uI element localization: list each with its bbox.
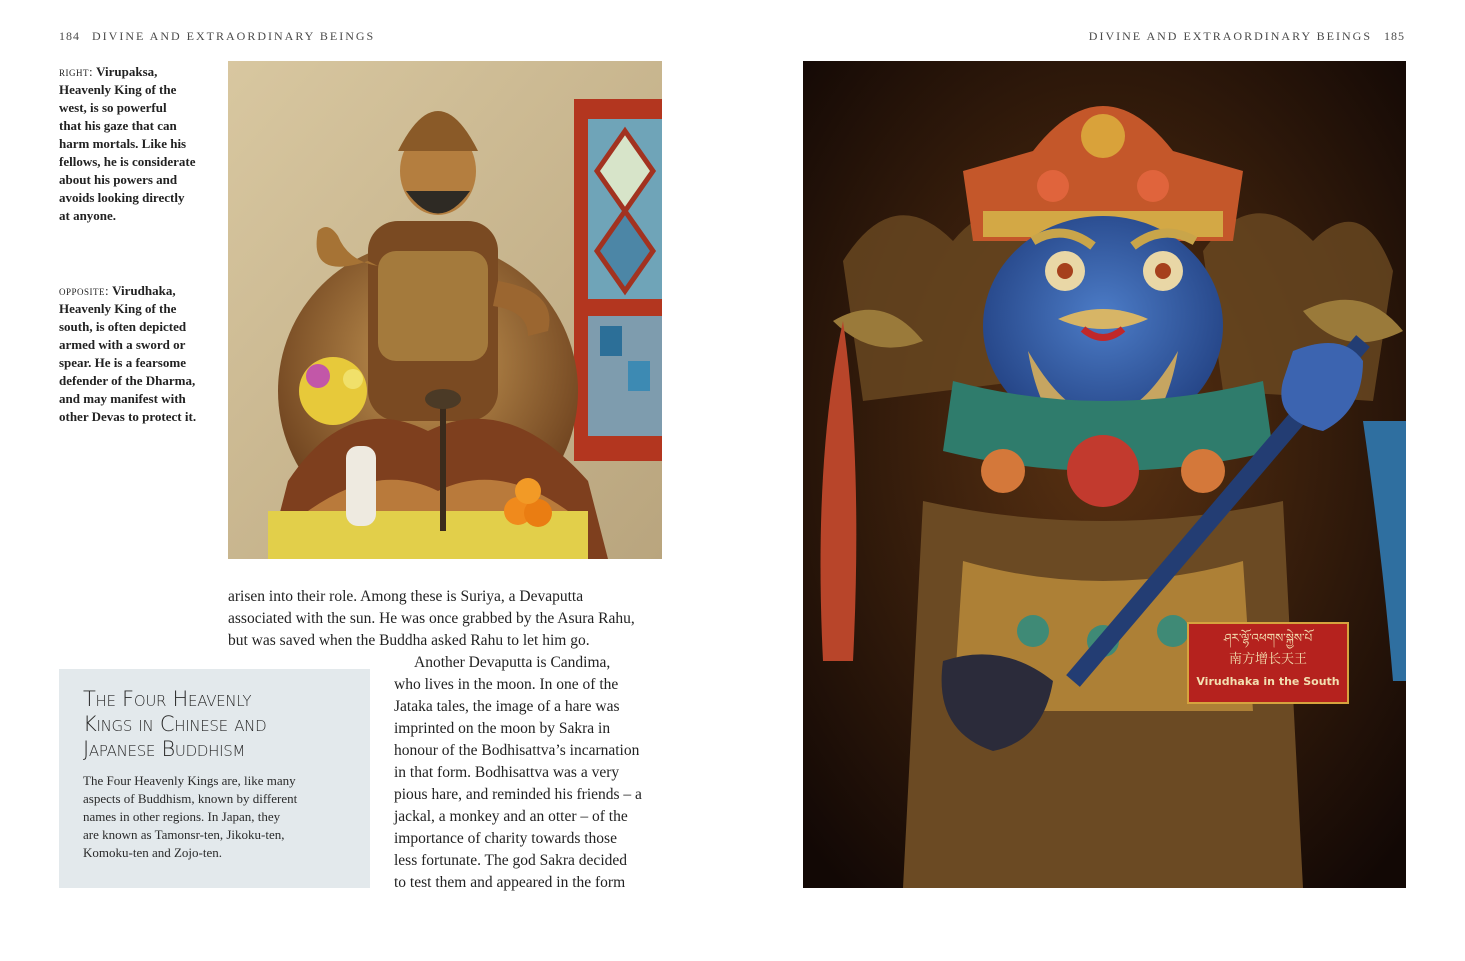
photo-virudhaka-statue [803, 61, 1406, 888]
photo-virupaksa-statue [228, 61, 662, 559]
sidebar-body-line: Komoku-ten and Zojo-ten. [83, 845, 222, 860]
caption-line: west, is so powerful [59, 100, 167, 115]
caption-line: defender of the Dharma, [59, 373, 196, 388]
body-line: importance of charity towards those [394, 830, 617, 847]
caption-line: about his powers and [59, 172, 178, 187]
caption-line: Heavenly King of the [59, 82, 177, 97]
caption-line: that his gaze that can [59, 118, 177, 133]
sidebar-body-line: aspects of Buddhism, known by different [83, 791, 298, 806]
running-head-left [59, 29, 375, 44]
caption-line: spear. He is a fearsome [59, 355, 186, 370]
body-line: imprinted on the moon by Sakra in [394, 720, 611, 737]
body-line: pious hare, and reminded his friends – a [394, 786, 642, 803]
sidebar-title-line: Kings in Chinese and [83, 712, 267, 736]
sidebar-body-line: are known as Tamonsr-ten, Jikoku-ten, [83, 827, 285, 842]
caption-line: and may manifest with [59, 391, 186, 406]
body-line: in that form. Bodhisattva was a very [394, 764, 620, 781]
caption-line: Heavenly King of the [59, 301, 177, 316]
photo-sign-label: Virudhaka in the South [1196, 675, 1340, 688]
caption-line: harm mortals. Like his [59, 136, 187, 151]
caption-line: other Devas to protect it. [59, 409, 197, 424]
body-line: associated with the sun. He was once grabbed by the Asura Rahu, [228, 610, 635, 627]
body-text-column [394, 652, 642, 894]
running-head-right [1089, 29, 1405, 44]
body-line: to test them and appeared in the form [394, 874, 626, 891]
left-page [0, 0, 732, 961]
photo-sign-script: ཤར་ལྷོ་འཕགས་སྐྱེས་པོ [1223, 631, 1313, 645]
body-line: honour of the Bodhisattva’s incarnation [394, 742, 640, 759]
caption-line: Virudhaka, [112, 283, 176, 298]
sidebar-title-line: Japanese Buddhism [83, 737, 246, 761]
sidebar-title [83, 687, 346, 762]
body-text-top [228, 586, 635, 652]
body-line: but was saved when the Buddha asked Rahu to let him go. [228, 632, 590, 649]
caption-right [59, 63, 219, 225]
body-line: Jataka tales, the image of a hare was [394, 698, 620, 715]
page-number-right: 185 [1384, 29, 1405, 43]
caption-line: armed with a sword or [59, 337, 186, 352]
body-line: Another Devaputta is Candima, [414, 654, 611, 671]
caption-opposite [59, 282, 219, 426]
body-line: jackal, a monkey and an otter – of the [394, 808, 628, 825]
sidebar-body-line: The Four Heavenly Kings are, like many [83, 773, 296, 788]
caption-line: south, is often depicted [59, 319, 187, 334]
sidebar-four-heavenly-kings [59, 669, 370, 888]
body-line: who lives in the moon. In one of the [394, 676, 619, 693]
right-page [732, 0, 1464, 961]
photo-sign [1191, 627, 1345, 699]
photo-sign-chinese: 南方增长天王 [1228, 652, 1307, 667]
sidebar-title-line: The Four Heavenly [83, 687, 252, 711]
caption-line: avoids looking directly [59, 190, 185, 205]
sidebar-body [83, 772, 346, 862]
body-line: arisen into their role. Among these is Suriya, a Devaputta [228, 588, 584, 605]
caption-opposite-tag: opposite: [59, 283, 110, 298]
caption-line: Virupaksa, [96, 64, 158, 79]
body-line: less fortunate. The god Sakra decided [394, 852, 627, 869]
caption-line: at anyone. [59, 208, 117, 223]
caption-line: fellows, he is considerate [59, 154, 196, 169]
caption-right-tag: right: [59, 64, 94, 79]
running-head-title-right: DIVINE AND EXTRAORDINARY BEINGS [1088, 29, 1372, 43]
page-number-left: 184 [59, 29, 80, 43]
running-head-title-left: DIVINE AND EXTRAORDINARY BEINGS [92, 29, 376, 43]
sidebar-body-line: names in other regions. In Japan, they [83, 809, 281, 824]
